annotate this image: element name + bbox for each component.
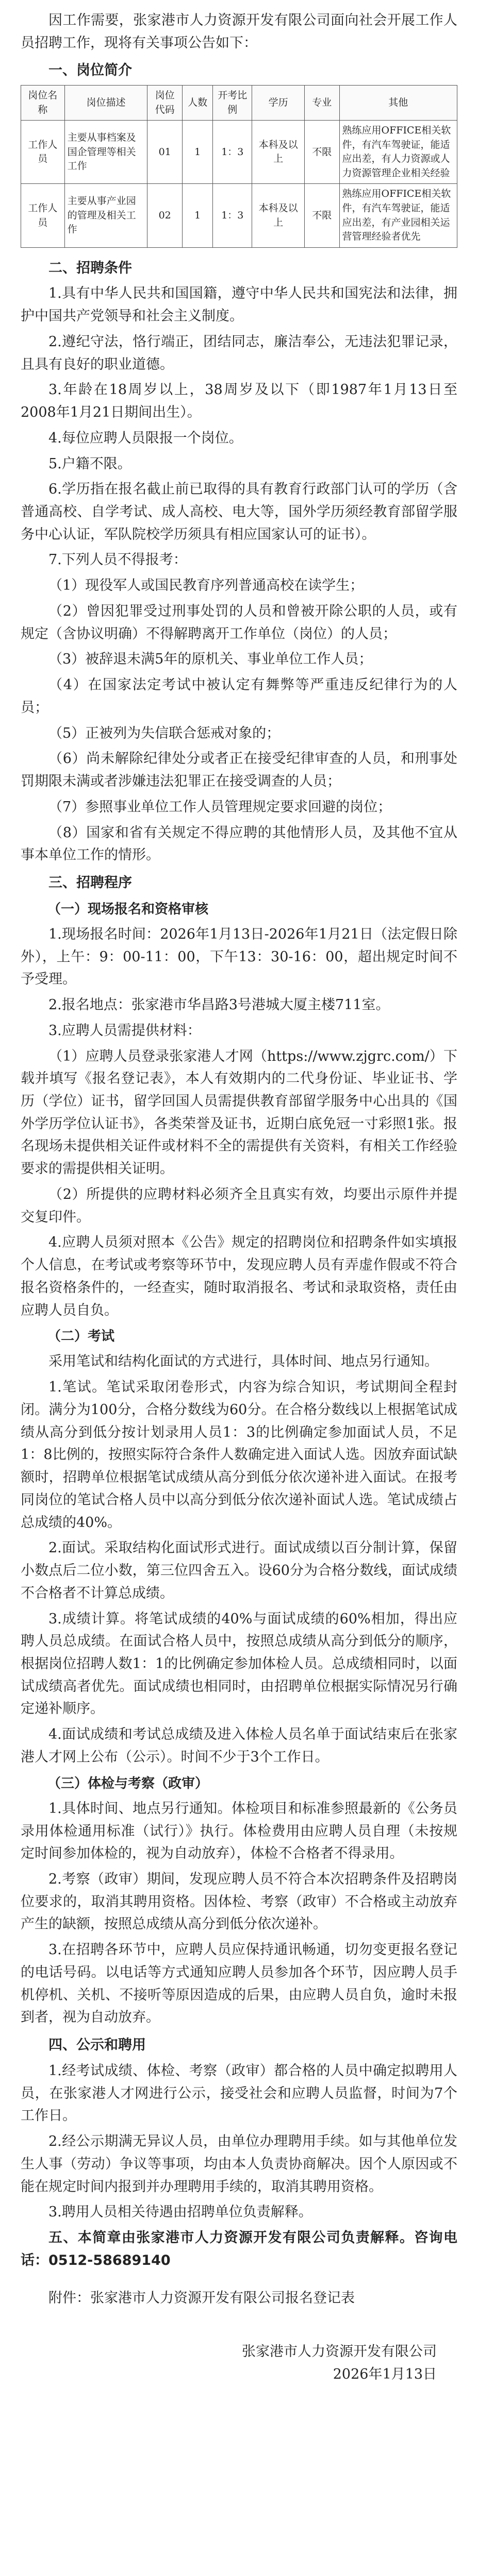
table-header-cell: 专业 — [304, 86, 339, 121]
condition-item: 2.遵纪守法，恪行端正，团结同志，廉洁奉公，无违法犯罪记录，且具有良好的职业道德。 — [21, 333, 457, 372]
signature-block — [21, 2341, 457, 2385]
physical-check-item: 3.在招聘各环节中，应聘人员应保持通讯畅通，切勿变更报名登记的电话号码。以电话等方式通知应聘人员参加各个环节，因应聘人员手机停机、关机、不接听等原因造成的后果，由应聘人员自负，逾时未报到者，视为自动放弃。 — [21, 1942, 457, 2026]
condition-item: （2）曾因犯罪受过刑事处罚的人员和曾被开除公职的人员，或有规定（含协议明确）不得解聘离开工作单位（岗位）的人员； — [21, 603, 457, 642]
exam-item: 3.成绩计算。将笔试成绩的40%与面试成绩的60%相加，得出应聘人员总成绩。在面试合格人员中，按照总成绩从高分到低分的顺序，根据岗位招聘人数1：1的比例确定参加体检人员。总成绩相同时，以面试成绩高者优先。面试成绩也相同时，由招聘单位根据实际情况另行确定递补顺序。 — [21, 1611, 457, 1717]
subsection-title-physical-check: （三）体检与考察（政审） — [47, 1775, 209, 1791]
table-header-cell: 开考比例 — [213, 86, 252, 121]
table-header-cell: 学历 — [252, 86, 305, 121]
condition-item: 1.具有中华人民共和国国籍，遵守中华人民共和国宪法和法律，拥护中国共产党领导和社会主义制度。 — [21, 285, 457, 325]
condition-item: （5）正被列为失信联合惩戒对象的； — [48, 725, 281, 741]
contact-statement — [21, 2227, 457, 2272]
table-header-row — [21, 86, 457, 121]
registration-item: 3.应聘人员需提供材料： — [48, 1022, 201, 1039]
subsection-title-exam: （二）考试 — [47, 1329, 115, 1345]
table-cell: 01 — [147, 121, 183, 184]
section-title-procedure: 三、招聘程序 — [48, 875, 132, 891]
condition-item: （8）国家和省有关规定不得应聘的其他情形人员，及其他不宜从事本单位工作的情形。 — [21, 824, 457, 863]
physical-check-item: 1.具体时间、地点另行通知。体检项目和标准参照最新的《公务员录用体检通用标准（试行）》执行。体检费用由应聘人员自理（未按规定时间参加体检的，视为自动放弃），体检不合格者不得录用。 — [21, 1800, 457, 1862]
table-header-cell: 人数 — [183, 86, 213, 121]
registration-item: 2.报名地点：张家港市华昌路3号港城大厦主楼711室。 — [48, 997, 390, 1013]
exam-item: 4.面试成绩和考试总成绩及进入体检人员名单于面试结束后在张家港人才网上公布（公示）。时间不少于3个工作日。 — [21, 1726, 457, 1765]
table-cell: 熟练应用OFFICE相关软件，有汽车驾驶证，能适应出差，有产业园相关运营管理经验者优先 — [339, 184, 457, 247]
table-cell: 1 — [183, 121, 213, 184]
condition-item: 6.学历指在报名截止前已取得的具有教育行政部门认可的学历（含普通高校、自学考试、成人高校、电大等，国外学历须经教育部留学服务中心认证，军队院校学历须具有相应国家认可的证书）。 — [21, 481, 457, 543]
signature-org: 张家港市人力资源开发有限公司 — [242, 2344, 437, 2360]
condition-item: 5.户籍不限。 — [48, 455, 131, 472]
section-title-conditions: 二、招聘条件 — [48, 260, 132, 276]
registration-item: （1）应聘人员登录张家港人才网（https://www.zjgrc.com/）下载并填写《报名登记表》，本人有效期内的二代身份证、毕业证书、学历（学位）证书，留学回国人员需提供教育部留学服务中心出具的《国外学历学位认证书》，各类荣誉及证书，近期白底免冠一寸彩照1张。报名现场未提供相关证件或材料不全的需提供有关资料，有相关工作经验要求的需提供相关证明。 — [21, 1048, 457, 1177]
table-cell: 工作人员 — [21, 184, 65, 247]
table-header-cell: 岗位描述 — [64, 86, 147, 121]
table-cell: 不限 — [304, 121, 339, 184]
condition-item: 3.年龄在18周岁以上，38周岁及以下（即1987年1月13日至2008年1月21日期间出生）。 — [21, 382, 457, 421]
table-cell: 02 — [147, 184, 183, 247]
table-header-cell: 岗位代码 — [147, 86, 183, 121]
table-header-cell: 其他 — [339, 86, 457, 121]
condition-item: （7）参照事业单位工作人员管理规定要求回避的岗位； — [48, 799, 392, 815]
publicity-item: 3.聘用人员相关待遇由招聘单位负责解释。 — [48, 2204, 312, 2221]
publicity-item: 1.经考试成绩、体检、考察（政审）都合格的人员中确定拟聘用人员，在张家港人才网进行公示，接受社会和应聘人员监督，时间为7个工作日。 — [21, 2062, 457, 2124]
contact-label: 五、本简章由张家港市人力资源开发有限公司负责解释。咨询电话： — [21, 2230, 457, 2268]
registration-item: （2）所提供的应聘材料必须齐全且真实有效，均要出示原件并提交复印件。 — [21, 1186, 457, 1225]
condition-item: （1）现役军人或国民教育序列普通高校在读学生； — [48, 578, 364, 594]
registration-item: 1.现场报名时间：2026年1月13日-2026年1月21日（法定假日除外），上午：9：00-11：00，下午13：30-16：00，超出规定时间不予受理。 — [21, 926, 457, 988]
attachment-note: 附件：张家港市人力资源开发有限公司报名登记表 — [48, 2290, 355, 2307]
table-cell: 主要从事档案及国企管理等相关工作 — [64, 121, 147, 184]
table-row — [21, 121, 457, 184]
table-cell: 本科及以上 — [252, 121, 305, 184]
condition-item: （3）被辞退未满5年的原机关、事业单位工作人员； — [48, 651, 373, 668]
physical-check-item: 2.考察（政审）期间，发现应聘人员不符合本次招聘条件及招聘岗位要求的，取消其聘用资格。因体检、考察（政审）不合格或主动放弃产生的缺额，按照总成绩从高分到低分依次递补。 — [21, 1871, 457, 1933]
table-row — [21, 184, 457, 247]
exam-item: 采用笔试和结构化面试的方式进行，具体时间、地点另行通知。 — [48, 1353, 438, 1370]
condition-item: （6）尚未解除纪律处分或者正在接受纪律审查的人员，和刑事处罚期限未满或者涉嫌违法犯罪正在接受调查的人员； — [21, 751, 457, 790]
intro-paragraph: 因工作需要，张家港市人力资源开发有限公司面向社会开展工作人员招聘工作，现将有关事项公告如下： — [21, 12, 457, 51]
table-header-cell: 岗位名称 — [21, 86, 65, 121]
subsection-title-registration: （一）现场报名和资格审核 — [47, 901, 209, 917]
table-cell: 不限 — [304, 184, 339, 247]
table-cell: 1 — [183, 184, 213, 247]
signature-date: 2026年1月13日 — [333, 2366, 437, 2382]
registration-item: 4.应聘人员须对照本《公告》规定的招聘岗位和招聘条件如实填报个人信息，在考试或考察等环节中，发现应聘人员有弄虚作假或不符合报名资格条件的，一经查实，随时取消报名、考试和录取资格，责任由应聘人员自负。 — [21, 1234, 457, 1318]
table-cell: 主要从事产业园的管理及相关工作 — [64, 184, 147, 247]
condition-item: 7.下列人员不得报考： — [48, 552, 187, 568]
exam-item: 2.面试。采取结构化面试形式进行。面试成绩以百分制计算，保留小数点后二位小数，第三位四舍五入。设60分为合格分数线，面试成绩不合格者不计算总成绩。 — [21, 1540, 457, 1601]
publicity-item: 2.经公示期满无异议人员，由单位办理聘用手续。如与其他单位发生人事（劳动）争议等事项，均由本人负责协商解决。因个人原因或不能在规定时间内报到并办理聘用手续的，取消其聘用资格。 — [21, 2133, 457, 2195]
condition-item: （4）在国家法定考试中被认定有舞弊等严重违反纪律行为的人员； — [21, 677, 457, 716]
table-cell: 1：3 — [213, 184, 252, 247]
section-title-publicity: 四、公示和聘用 — [48, 2037, 146, 2054]
positions-table — [21, 85, 457, 247]
contact-phone: 0512-58689140 — [48, 2252, 171, 2268]
table-cell: 工作人员 — [21, 121, 65, 184]
condition-item: 4.每位应聘人员限报一个岗位。 — [48, 430, 243, 446]
table-cell: 本科及以上 — [252, 184, 305, 247]
exam-item: 1.笔试。笔试采取闭卷形式，内容为综合知识，考试期间全程封闭。满分为100分，合格分数线为60分。在合格分数线以上根据笔试成绩从高分到低分按计划录用人员1：3的比例确定参加面试人员，不足1：8比例的，按照实际符合条件人数确定进入面试人选。因放弃面试缺额时，招聘单位根据笔试成绩从高分到低分依次递补进入面试。在报考同岗位的笔试合格人员中以高分到低分依次递补面试人选。笔试成绩占总成绩的40%。 — [21, 1379, 457, 1531]
table-cell: 熟练应用OFFICE相关软件，有汽车驾驶证，能适应出差，有人力资源或人力资源管理企业相关经验 — [339, 121, 457, 184]
table-cell: 1：3 — [213, 121, 252, 184]
section-title-positions: 一、岗位简介 — [48, 62, 132, 79]
